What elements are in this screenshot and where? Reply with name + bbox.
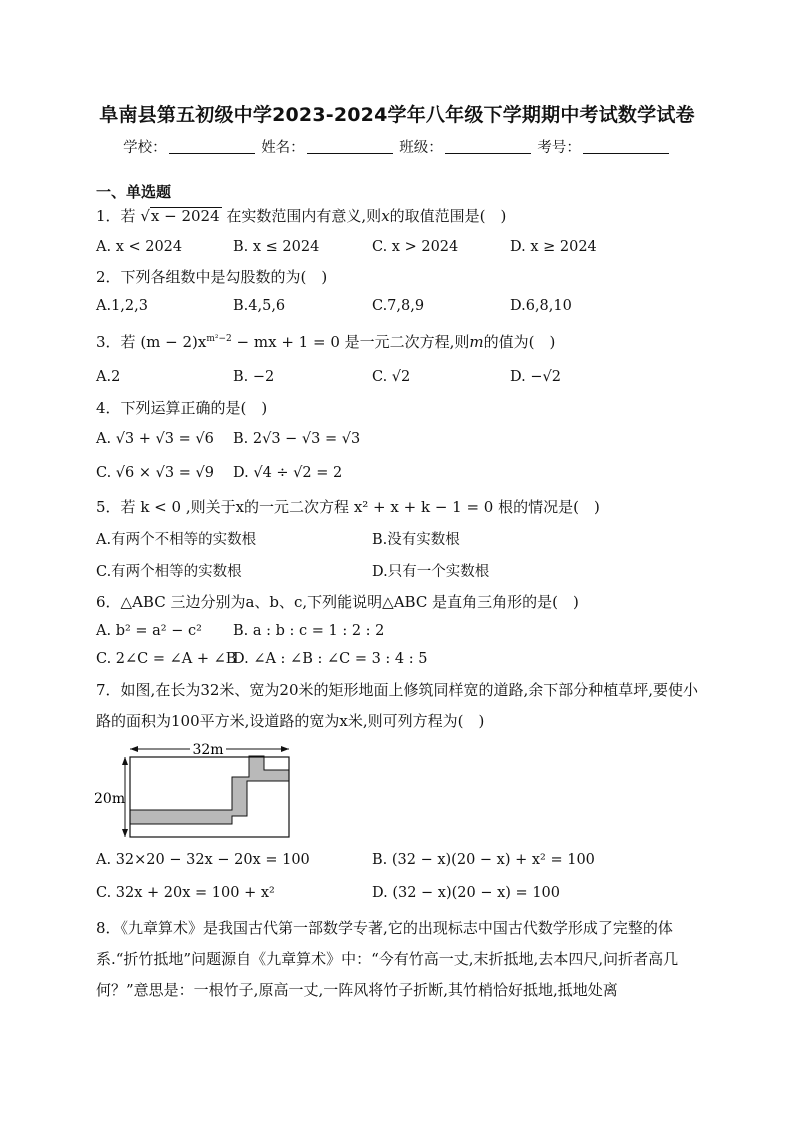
- class-label: 班级：: [399, 140, 443, 156]
- option-d[interactable]: D. ∠A : ∠B : ∠C = 3 : 4 : 5: [233, 651, 428, 667]
- option-c[interactable]: C. x > 2024: [372, 239, 459, 255]
- question-2: [96, 266, 327, 288]
- question-8: [96, 913, 700, 1006]
- exam-number-label: 考号：: [537, 140, 581, 156]
- section-title: 一、单选题: [96, 183, 172, 201]
- student-info-line: [0, 136, 794, 157]
- question-7: [96, 675, 700, 737]
- question-stem: △ABC 三边分别为a、b、c,下列能说明△ABC 是直角三角形的是( ): [120, 593, 579, 611]
- option-d[interactable]: D. (32 − x)(20 − x) = 100: [372, 885, 560, 901]
- question-number: 6．: [96, 593, 121, 611]
- option-b[interactable]: B. −2: [233, 369, 275, 385]
- question-number: 8．: [96, 919, 121, 937]
- question-number: 2．: [96, 268, 121, 286]
- exam-number-blank[interactable]: [583, 139, 669, 154]
- option-a[interactable]: A.有两个不相等的实数根: [96, 532, 257, 548]
- height-label: 20m: [94, 791, 126, 807]
- option-b[interactable]: B.没有实数根: [372, 532, 460, 548]
- option-b[interactable]: B.4,5,6: [233, 298, 286, 314]
- question-stem: 《九章算术》是我国古代第一部数学专著,它的出现标志中国古代数学形成了完整的体系.“折竹抵地”问题源自《九章算术》中：“今有竹高一丈,末折抵地,去本四尺,问折者高几何？”意思是：一根竹子,原高一丈,一阵风将竹子折断,其竹梢恰好抵地,抵地处离: [96, 919, 679, 999]
- radicand: x − 2024: [150, 207, 220, 225]
- option-d[interactable]: D.6,8,10: [510, 298, 572, 314]
- option-c[interactable]: C. √2: [372, 369, 411, 385]
- height-arrow-top: [122, 757, 128, 765]
- school-label: 学校：: [123, 140, 167, 156]
- width-arrow-right: [281, 746, 289, 752]
- option-a[interactable]: A. x < 2024: [96, 239, 183, 255]
- question-stem: 如图,在长为32米、宽为20米的矩形地面上修筑同样宽的道路,余下部分种植草坪,要使小路的面积为100平方米,设道路的宽为x米,则可列方程为( ): [96, 681, 699, 730]
- page-title: 阜南县第五初级中学2023-2024学年八年级下学期期中考试数学试卷: [99, 104, 695, 126]
- school-blank[interactable]: [169, 139, 255, 154]
- option-a[interactable]: A.2: [96, 369, 121, 385]
- option-b[interactable]: B. a : b : c = 1 : 2 : 2: [233, 623, 385, 639]
- question-number: 4．: [96, 399, 121, 417]
- option-d[interactable]: D. −√2: [510, 369, 561, 385]
- width-arrow-left: [130, 746, 138, 752]
- option-c[interactable]: C. √6 × √3 = √9: [96, 465, 214, 481]
- question-number: 3．: [96, 333, 121, 351]
- option-b[interactable]: B. x ≤ 2024: [233, 239, 320, 255]
- name-label: 姓名：: [261, 140, 305, 156]
- stem-part: 的值为( ): [483, 333, 556, 351]
- stem-variable: m: [469, 333, 484, 351]
- stem-variable: x: [381, 207, 390, 225]
- question-number: 7．: [96, 681, 121, 699]
- question-6: [96, 591, 579, 613]
- option-c[interactable]: C. 2∠C = ∠A + ∠B: [96, 651, 237, 667]
- class-blank[interactable]: [445, 139, 531, 154]
- option-d[interactable]: D. x ≥ 2024: [510, 239, 597, 255]
- option-b[interactable]: B. (32 − x)(20 − x) + x² = 100: [372, 852, 595, 868]
- ground-rectangle: [130, 757, 289, 837]
- rectangle-road-figure: [92, 740, 302, 845]
- radical-sign: √: [140, 207, 150, 225]
- stem-part: 的取值范围是( ): [389, 207, 507, 225]
- question-number: 1．: [96, 207, 121, 225]
- name-blank[interactable]: [307, 139, 393, 154]
- option-a[interactable]: A.1,2,3: [96, 298, 148, 314]
- option-b[interactable]: B. 2√3 − √3 = √3: [233, 431, 361, 447]
- option-a[interactable]: A. √3 + √3 = √6: [96, 431, 214, 447]
- question-stem: 下列各组数中是勾股数的为( ): [120, 268, 328, 286]
- option-d[interactable]: D. √4 ÷ √2 = 2: [233, 465, 343, 481]
- stem-part: 若: [120, 207, 141, 225]
- stem-part: − mx + 1 = 0 是一元二次方程,则: [231, 333, 470, 351]
- question-number: 5．: [96, 498, 121, 516]
- option-c[interactable]: C.7,8,9: [372, 298, 425, 314]
- question-3: [96, 328, 555, 353]
- question-1: [96, 205, 506, 227]
- question-stem: 下列运算正确的是( ): [120, 399, 268, 417]
- question-stem: 若 k < 0 ,则关于x的一元二次方程 x² + x + k − 1 = 0 根的情况是( ): [120, 498, 600, 516]
- stem-part: 在实数范围内有意义,则: [221, 207, 382, 225]
- width-label: 32m: [192, 742, 224, 758]
- option-a[interactable]: A. 32×20 − 32x − 20x = 100: [96, 852, 310, 868]
- question-5: [96, 496, 600, 518]
- stem-part: 若 (m − 2)x: [120, 333, 207, 351]
- option-a[interactable]: A. b² = a² − c²: [96, 623, 202, 639]
- option-c[interactable]: C.有两个相等的实数根: [96, 564, 242, 580]
- option-d[interactable]: D.只有一个实数根: [372, 564, 490, 580]
- road-path: [130, 756, 289, 824]
- question-4: [96, 397, 267, 419]
- option-c[interactable]: C. 32x + 20x = 100 + x²: [96, 885, 275, 901]
- exponent: m²−2: [206, 334, 232, 344]
- height-arrow-bottom: [122, 829, 128, 837]
